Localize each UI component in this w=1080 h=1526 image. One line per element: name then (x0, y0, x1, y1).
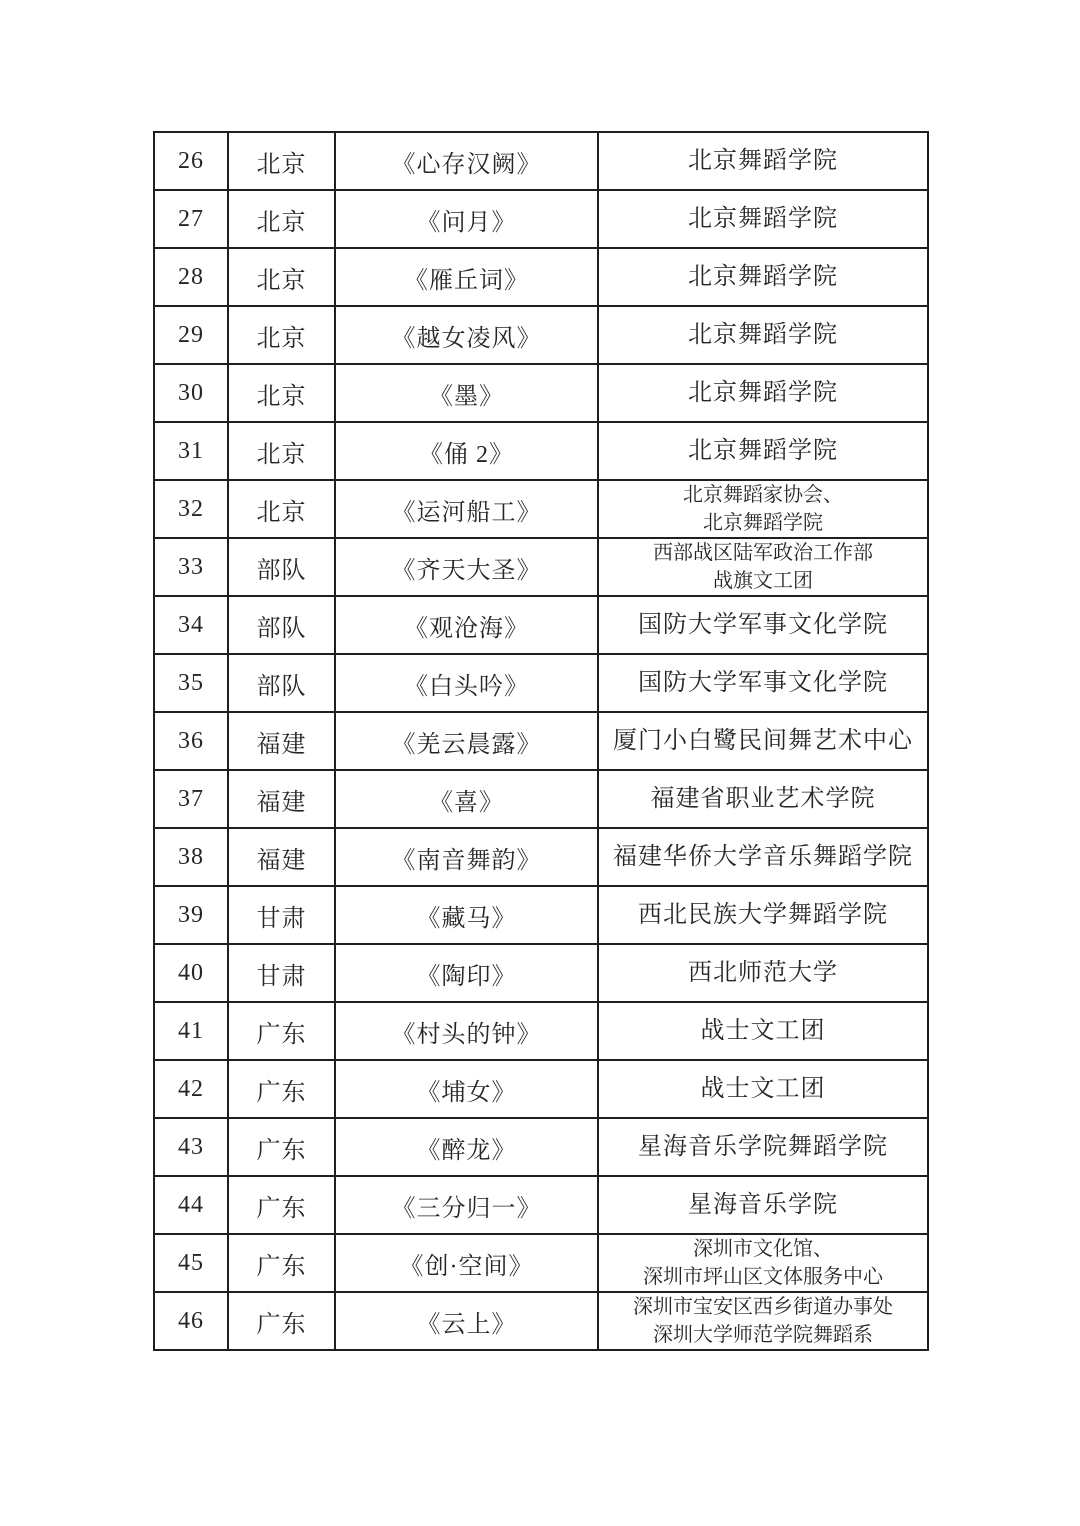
region-cell: 广东 (228, 1234, 335, 1292)
organization-line: 西部战区陆军政治工作部 (653, 542, 873, 564)
region-cell: 广东 (228, 1060, 335, 1118)
table-row (154, 886, 928, 944)
work-title-cell: 《醉龙》 (335, 1118, 598, 1176)
work-title-cell: 《村头的钟》 (335, 1002, 598, 1060)
table-row (154, 190, 928, 248)
table-row (154, 480, 928, 538)
work-title-cell: 《埔女》 (335, 1060, 598, 1118)
organization-line: 深圳市文化馆、 (693, 1238, 833, 1260)
row-number-cell: 31 (154, 422, 228, 480)
organization-line: 国防大学军事文化学院 (638, 612, 888, 638)
region-cell: 福建 (228, 828, 335, 886)
work-title-cell: 《创·空间》 (335, 1234, 598, 1292)
row-number-cell: 44 (154, 1176, 228, 1234)
row-number-cell: 45 (154, 1234, 228, 1292)
row-number-cell: 39 (154, 886, 228, 944)
organization-cell (598, 422, 928, 480)
organization-cell (598, 364, 928, 422)
organization-cell (598, 770, 928, 828)
organization-cell (598, 886, 928, 944)
organization-line: 福建省职业艺术学院 (650, 786, 876, 812)
organization-cell (598, 132, 928, 190)
work-title-cell: 《心存汉阙》 (335, 132, 598, 190)
work-title-cell: 《观沧海》 (335, 596, 598, 654)
table-row (154, 306, 928, 364)
work-title-cell: 《齐天大圣》 (335, 538, 598, 596)
organization-line: 战士文工团 (700, 1018, 826, 1044)
row-number-cell: 37 (154, 770, 228, 828)
entries-table (153, 131, 929, 1351)
table-row (154, 1292, 928, 1350)
table-row (154, 770, 928, 828)
organization-cell (598, 828, 928, 886)
region-cell: 广东 (228, 1118, 335, 1176)
region-cell: 北京 (228, 422, 335, 480)
organization-cell (598, 1176, 928, 1234)
region-cell: 福建 (228, 712, 335, 770)
organization-cell (598, 480, 928, 538)
organization-cell (598, 248, 928, 306)
table-row (154, 1234, 928, 1292)
work-title-cell: 《俑 2》 (335, 422, 598, 480)
organization-line: 北京舞蹈学院 (688, 438, 838, 464)
table-row (154, 596, 928, 654)
organization-cell (598, 1118, 928, 1176)
work-title-cell: 《三分归一》 (335, 1176, 598, 1234)
organization-cell (598, 1292, 928, 1350)
organization-cell (598, 944, 928, 1002)
organization-line: 国防大学军事文化学院 (638, 670, 888, 696)
organization-cell (598, 190, 928, 248)
work-title-cell: 《越女凌风》 (335, 306, 598, 364)
table-row (154, 944, 928, 1002)
row-number-cell: 33 (154, 538, 228, 596)
work-title-cell: 《云上》 (335, 1292, 598, 1350)
row-number-cell: 36 (154, 712, 228, 770)
organization-cell (598, 1002, 928, 1060)
table-row (154, 828, 928, 886)
organization-line: 北京舞蹈学院 (688, 380, 838, 406)
row-number-cell: 40 (154, 944, 228, 1002)
row-number-cell: 30 (154, 364, 228, 422)
region-cell: 北京 (228, 248, 335, 306)
organization-cell (598, 306, 928, 364)
row-number-cell: 32 (154, 480, 228, 538)
row-number-cell: 28 (154, 248, 228, 306)
row-number-cell: 26 (154, 132, 228, 190)
organization-cell (598, 538, 928, 596)
table-row (154, 1176, 928, 1234)
region-cell: 北京 (228, 190, 335, 248)
work-title-cell: 《墨》 (335, 364, 598, 422)
organization-cell (598, 712, 928, 770)
organization-line: 厦门小白鹭民间舞艺术中心 (613, 728, 913, 754)
region-cell: 甘肃 (228, 886, 335, 944)
organization-cell (598, 1234, 928, 1292)
organization-line: 北京舞蹈家协会、 (683, 484, 843, 506)
region-cell: 广东 (228, 1002, 335, 1060)
organization-line: 深圳市坪山区文体服务中心 (643, 1266, 883, 1288)
organization-line: 深圳市宝安区西乡街道办事处 (633, 1296, 893, 1318)
table-row (154, 248, 928, 306)
work-title-cell: 《喜》 (335, 770, 598, 828)
organization-line: 深圳大学师范学院舞蹈系 (653, 1324, 873, 1346)
row-number-cell: 29 (154, 306, 228, 364)
work-title-cell: 《陶印》 (335, 944, 598, 1002)
organization-line: 北京舞蹈学院 (688, 264, 838, 290)
organization-cell (598, 654, 928, 712)
work-title-cell: 《藏马》 (335, 886, 598, 944)
table-row (154, 1060, 928, 1118)
row-number-cell: 42 (154, 1060, 228, 1118)
work-title-cell: 《运河船工》 (335, 480, 598, 538)
table-row (154, 364, 928, 422)
table-row (154, 132, 928, 190)
work-title-cell: 《羌云晨露》 (335, 712, 598, 770)
region-cell: 甘肃 (228, 944, 335, 1002)
table-row (154, 422, 928, 480)
organization-line: 北京舞蹈学院 (688, 322, 838, 348)
row-number-cell: 35 (154, 654, 228, 712)
table-row (154, 1002, 928, 1060)
organization-line: 战旗文工团 (713, 570, 813, 592)
row-number-cell: 43 (154, 1118, 228, 1176)
organization-line: 西北民族大学舞蹈学院 (638, 902, 888, 928)
work-title-cell: 《问月》 (335, 190, 598, 248)
region-cell: 福建 (228, 770, 335, 828)
organization-line: 战士文工团 (700, 1076, 826, 1102)
organization-line: 西北师范大学 (688, 960, 838, 986)
work-title-cell: 《雁丘词》 (335, 248, 598, 306)
region-cell: 北京 (228, 132, 335, 190)
region-cell: 北京 (228, 364, 335, 422)
row-number-cell: 46 (154, 1292, 228, 1350)
organization-line: 北京舞蹈学院 (688, 206, 838, 232)
region-cell: 部队 (228, 654, 335, 712)
organization-line: 星海音乐学院 (688, 1192, 838, 1218)
table-row (154, 538, 928, 596)
row-number-cell: 27 (154, 190, 228, 248)
row-number-cell: 34 (154, 596, 228, 654)
work-title-cell: 《南音舞韵》 (335, 828, 598, 886)
organization-cell (598, 596, 928, 654)
organization-line: 福建华侨大学音乐舞蹈学院 (613, 844, 913, 870)
table-row (154, 1118, 928, 1176)
region-cell: 广东 (228, 1292, 335, 1350)
table-row (154, 654, 928, 712)
organization-cell (598, 1060, 928, 1118)
table-body (154, 132, 928, 1350)
region-cell: 部队 (228, 538, 335, 596)
work-title-cell: 《白头吟》 (335, 654, 598, 712)
region-cell: 北京 (228, 306, 335, 364)
organization-line: 北京舞蹈学院 (703, 512, 823, 534)
table-row (154, 712, 928, 770)
row-number-cell: 38 (154, 828, 228, 886)
region-cell: 北京 (228, 480, 335, 538)
region-cell: 广东 (228, 1176, 335, 1234)
row-number-cell: 41 (154, 1002, 228, 1060)
organization-line: 星海音乐学院舞蹈学院 (638, 1134, 888, 1160)
region-cell: 部队 (228, 596, 335, 654)
organization-line: 北京舞蹈学院 (688, 148, 838, 174)
